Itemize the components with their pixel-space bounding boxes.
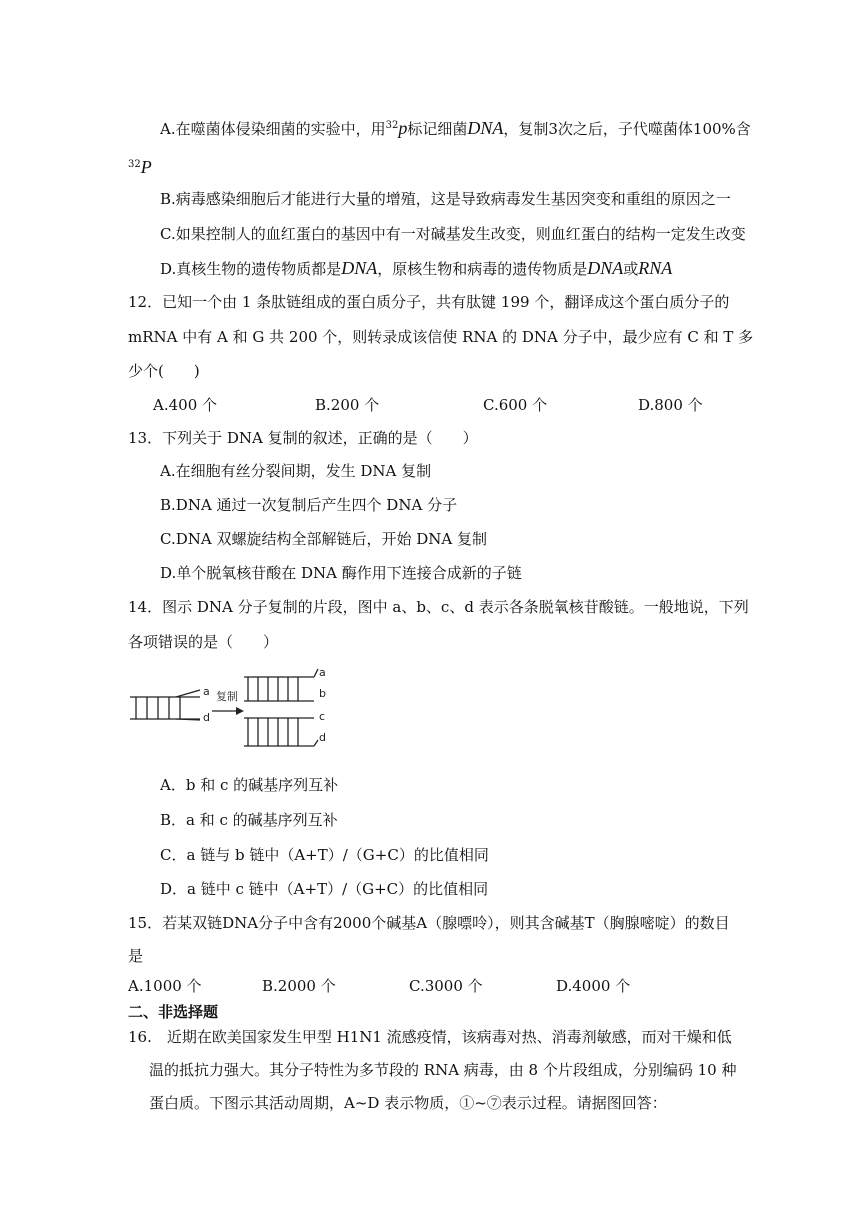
dna-replication-diagram <box>128 660 348 752</box>
arrow-label: 复制 <box>216 690 238 703</box>
q14-stem-line-2: 各项错误的是（ ） <box>128 633 279 651</box>
q11-d-text-2: ，原核生物和病毒的遗传物质是 <box>377 260 588 278</box>
q11-option-a-continued <box>128 155 152 178</box>
q15-option-c: C.3000 个 <box>409 977 483 995</box>
q13-option-b: B.DNA 通过一次复制后产生四个 DNA 分子 <box>160 496 458 514</box>
q12-option-c: C.600 个 <box>483 396 548 414</box>
q12-option-a: A.400 个 <box>153 396 217 414</box>
q13-option-a: A.在细胞有丝分裂间期，发生 DNA 复制 <box>160 462 432 480</box>
italic-dna: DNA <box>467 118 504 138</box>
q11-a-text-2: 标记细菌 <box>407 120 468 138</box>
q15-stem-line-2: 是 <box>128 947 144 965</box>
q13-stem: 13．下列关于 DNA 复制的叙述，正确的是（ ） <box>128 429 478 447</box>
italic-rna: RNA <box>638 258 673 278</box>
q14-option-b: B．a 和 c 的碱基序列互补 <box>160 811 338 829</box>
q12-stem-line-1: 12．已知一个由 1 条肽链组成的蛋白质分子，共有肽键 199 个，翻译成这个蛋白质分子的 <box>128 293 730 311</box>
q12-stem-line-3: 少个( ) <box>128 362 200 380</box>
q11-d-text-1: D.真核生物的遗传物质都是 <box>160 260 342 278</box>
q15-option-b: B.2000 个 <box>262 977 336 995</box>
q11-d-text-3: 或 <box>623 260 639 278</box>
arrow-head <box>236 707 244 715</box>
q12-option-d: D.800 个 <box>638 396 703 414</box>
q14-option-d: D．a 链中 c 链中（A+T）/（G+C）的比值相同 <box>160 880 489 898</box>
q14-stem-line-1: 14．图示 DNA 分子复制的片段，图中 a、b、c、d 表示各条脱氧核苷酸链。一般地说，下列 <box>128 598 749 616</box>
italic-p: P <box>140 157 152 177</box>
label-a-right: a <box>319 666 326 679</box>
label-c-right: c <box>319 710 326 723</box>
superscript-32: 32 <box>128 159 141 170</box>
italic-dna: DNA <box>341 258 378 278</box>
q16-stem-line-2: 温的抵抗力强大。其分子特性为多节段的 RNA 病毒，由 8 个片段组成，分别编码 10 种 <box>149 1061 737 1079</box>
q11-a-text-3: ，复制3次之后，子代噬菌体100%含 <box>503 120 751 138</box>
q11-option-a <box>160 116 751 139</box>
q11-a-text-1: A.在噬菌体侵染细菌的实验中，用 <box>160 120 386 138</box>
q12-option-b: B.200 个 <box>315 396 380 414</box>
q13-option-c: C.DNA 双螺旋结构全部解链后，开始 DNA 复制 <box>160 530 487 548</box>
q11-option-c: C.如果控制人的血红蛋白的基因中有一对碱基发生改变，则血红蛋白的结构一定发生改变 <box>160 225 746 243</box>
label-d-left: d <box>203 711 210 724</box>
q13-option-d: D.单个脱氧核苷酸在 DNA 酶作用下连接合成新的子链 <box>160 564 522 582</box>
q14-option-a: A．b 和 c 的碱基序列互补 <box>160 776 339 794</box>
label-d-right: d <box>319 731 326 744</box>
q12-stem-line-2: mRNA 中有 A 和 G 共 200 个，则转录成该信使 RNA 的 DNA 分子中，最少应有 C 和 T 多 <box>128 328 754 346</box>
q11-option-b: B.病毒感染细胞后才能进行大量的增殖，这是导致病毒发生基因突变和重组的原因之一 <box>160 190 731 208</box>
label-a-left: a <box>203 685 210 698</box>
italic-p: p <box>398 118 408 138</box>
section-title-non-choice: 二、非选择题 <box>128 1003 219 1021</box>
q16-stem-line-3: 蛋白质。下图示其活动周期，A~D 表示物质，①~⑦表示过程。请据图回答： <box>149 1094 667 1112</box>
q15-option-a: A.1000 个 <box>128 977 202 995</box>
q16-stem-line-1: 16. 近期在欧美国家发生甲型 H1N1 流感疫情，该病毒对热、消毒剂敏感，而对干燥和低 <box>128 1028 732 1046</box>
superscript-32: 32 <box>385 120 399 131</box>
q14-option-c: C．a 链与 b 链中（A+T）/（G+C）的比值相同 <box>160 846 489 864</box>
q11-option-d <box>160 258 672 279</box>
label-b-right: b <box>319 687 326 700</box>
q15-option-d: D.4000 个 <box>556 977 631 995</box>
dna-replication-figure <box>128 660 348 756</box>
italic-dna: DNA <box>587 258 624 278</box>
q15-stem-line-1: 15．若某双链DNA分子中含有2000个碱基A（腺嘌呤），则其含碱基T（胸腺嘧啶）的数目 <box>128 914 730 932</box>
